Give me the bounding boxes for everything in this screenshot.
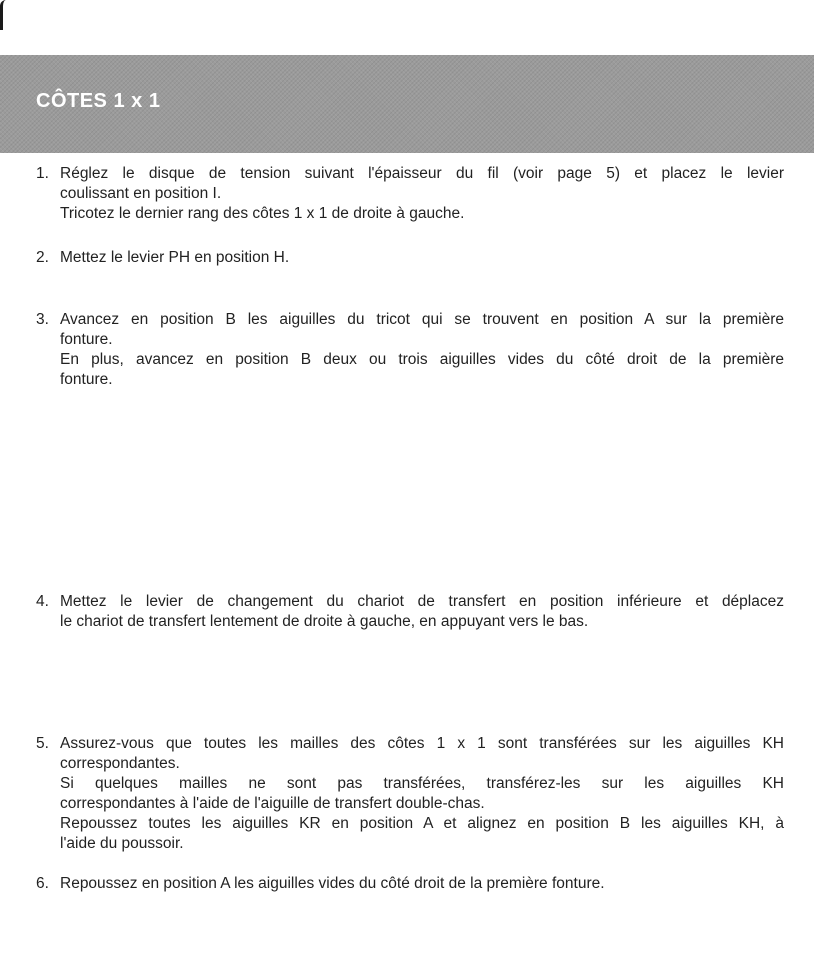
step-text: [60, 734, 784, 854]
step-number: 4.: [36, 593, 49, 610]
step-number: 6.: [36, 875, 49, 892]
step-line: correspondantes à l'aide de l'aiguille de transfert double-chas.: [60, 795, 485, 812]
step-number: 5.: [36, 735, 49, 752]
step-line: Repoussez en position A les aiguilles vides du côté droit de la première fonture.: [60, 875, 605, 892]
step-line: fonture.: [60, 331, 113, 348]
step-text: [60, 164, 784, 224]
step-line: Assurez-vous que toutes les mailles des côtes 1 x 1 sont transférées sur les aiguilles KH: [60, 735, 784, 752]
step-line: Tricotez le dernier rang des côtes 1 x 1 de droite à gauche.: [60, 205, 465, 222]
page-corner-mark: [0, 0, 9, 30]
step-line: le chariot de transfert lentement de droite à gauche, en appuyant vers le bas.: [60, 613, 589, 630]
title-banner: [0, 55, 814, 153]
step-number: 1.: [36, 165, 49, 182]
step-4: [36, 592, 784, 632]
step-2: [36, 248, 784, 268]
step-1: [36, 164, 784, 224]
step-number: 2.: [36, 249, 49, 266]
step-text: [60, 248, 784, 268]
step-line: Réglez le disque de tension suivant l'épaisseur du fil (voir page 5) et placez le levier: [60, 165, 784, 182]
step-line: Si quelques mailles ne sont pas transférées, transférez-les sur les aiguilles KH: [60, 775, 784, 792]
step-line: Mettez le levier PH en position H.: [60, 249, 290, 266]
step-6: [36, 874, 784, 894]
step-line: correspondantes.: [60, 755, 180, 772]
page-title: CÔTES 1 x 1: [36, 90, 161, 112]
step-text: [60, 874, 784, 894]
step-5: [36, 734, 784, 854]
step-text: [60, 310, 784, 390]
step-line: Avancez en position B les aiguilles du tricot qui se trouvent en position A sur la première: [60, 311, 784, 328]
step-number: 3.: [36, 311, 49, 328]
step-line: l'aide du poussoir.: [60, 835, 184, 852]
step-line: fonture.: [60, 371, 113, 388]
step-3: [36, 310, 784, 390]
step-line: coulissant en position I.: [60, 185, 222, 202]
step-line: En plus, avancez en position B deux ou trois aiguilles vides du côté droit de la première: [60, 351, 784, 368]
step-text: [60, 592, 784, 632]
step-line: Mettez le levier de changement du chariot de transfert en position inférieure et déplacez: [60, 593, 784, 610]
step-line: Repoussez toutes les aiguilles KR en position A et alignez en position B les aiguilles KH, à: [60, 815, 784, 832]
